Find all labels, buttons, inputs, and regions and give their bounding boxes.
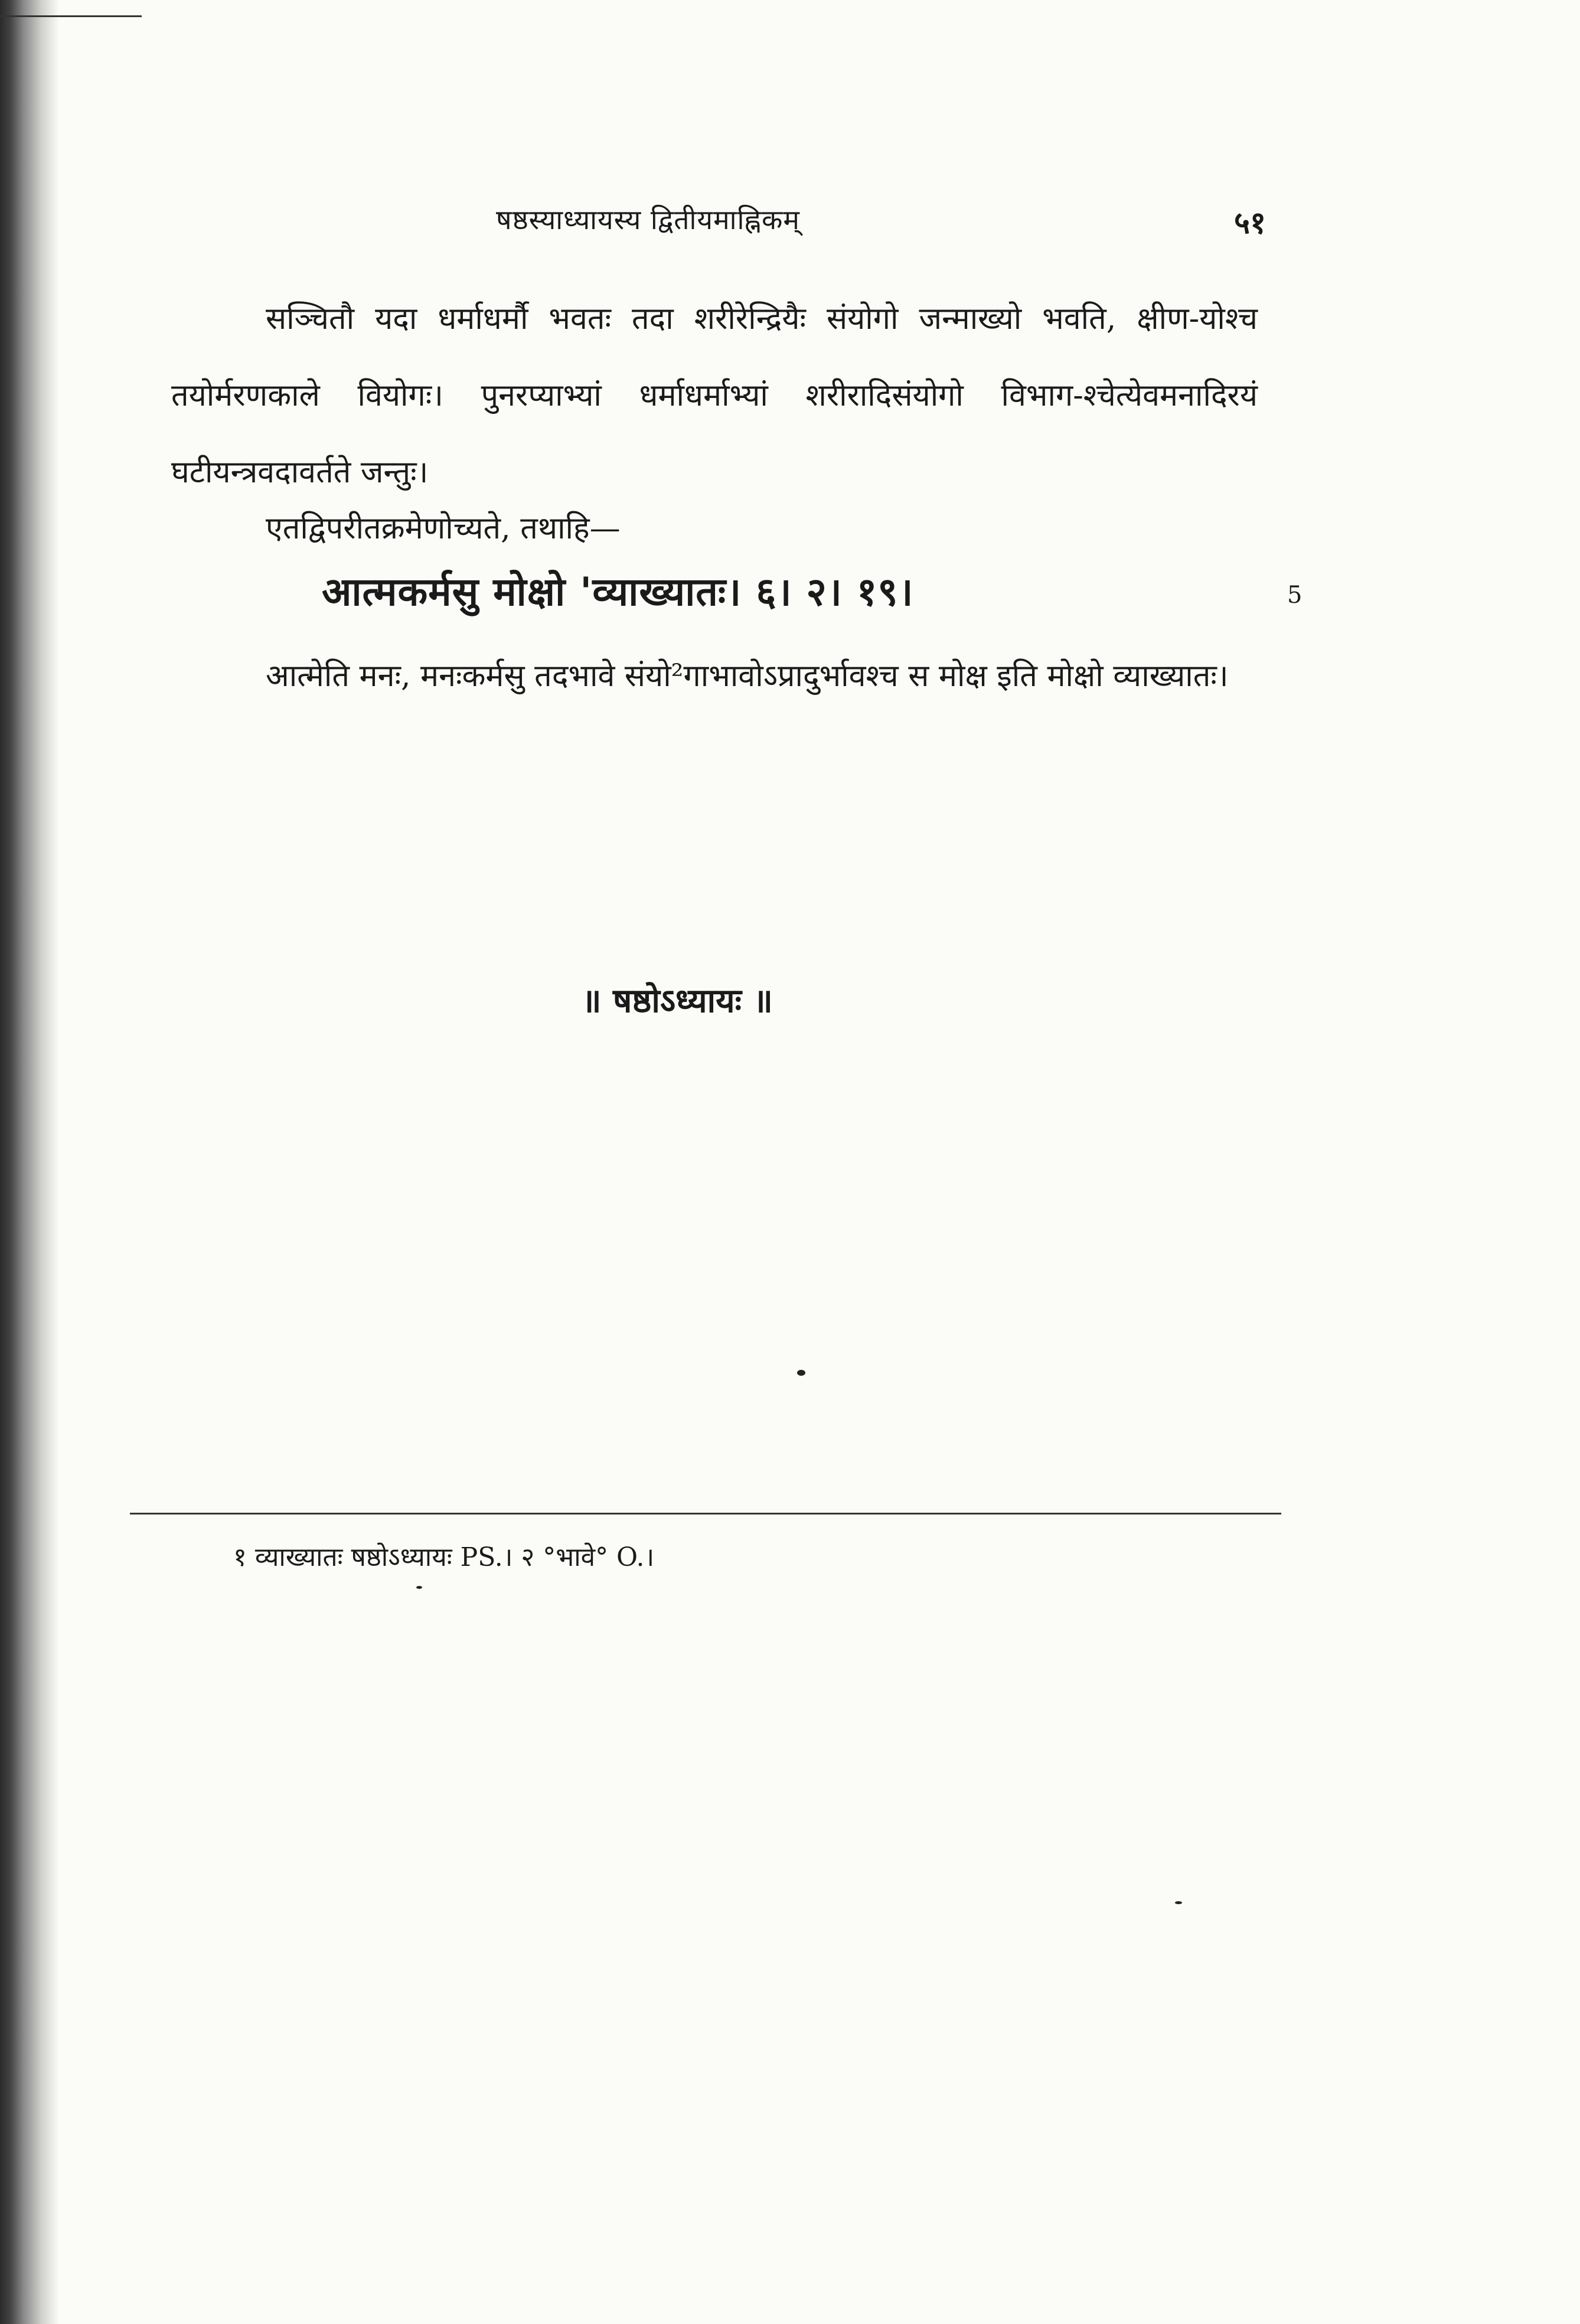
chapter-end-marker: ॥ षष्ठोऽध्यायः ॥ bbox=[582, 981, 773, 1020]
ink-speck bbox=[1175, 1901, 1182, 1904]
margin-line-number: 5 bbox=[1287, 582, 1302, 609]
binding-shadow bbox=[0, 0, 59, 2324]
running-title: षष्ठस्याध्यायस्य द्वितीयमाह्निकम् bbox=[496, 204, 800, 236]
ink-speck bbox=[416, 1586, 422, 1589]
commentary-paragraph-1: सञ्चितौ यदा धर्माधर्मौ भवतः तदा शरीरेन्द्रियैः संयोगो जन्माख्यो भवति, क्षीण-योश्च तयोर्मरणकाले वियोगः। पुनरप्याभ्यां धर्माधर्माभ्यां शरीरादिसंयोगो विभाग-श्चेत्येवमनादिरयं घटीयन्त्रवदावर्तते जन्तुः। bbox=[171, 301, 1258, 490]
sutra-text: आत्मकर्मसु मोक्षो 'व्याख्यातः। ६। २। १९। bbox=[322, 569, 914, 615]
footnote-divider bbox=[130, 1513, 1281, 1514]
footnote-text: १ व्याख्यातः षष्ठोऽध्यायः PS.। २ °भावे° O.। bbox=[233, 1542, 655, 1572]
page-number: ५१ bbox=[1234, 205, 1266, 241]
binding-rule bbox=[0, 15, 142, 17]
commentary-paragraph-2: एतद्विपरीतक्रमेणोच्यते, तथाहि— bbox=[266, 511, 621, 546]
commentary-paragraph-3: आत्मेति मनः, मनःकर्मसु तदभावे संयो²गाभावोऽप्रादुर्भावश्च स मोक्ष इति मोक्षो व्याख्यातः। bbox=[266, 658, 1229, 694]
ink-speck bbox=[797, 1370, 805, 1376]
